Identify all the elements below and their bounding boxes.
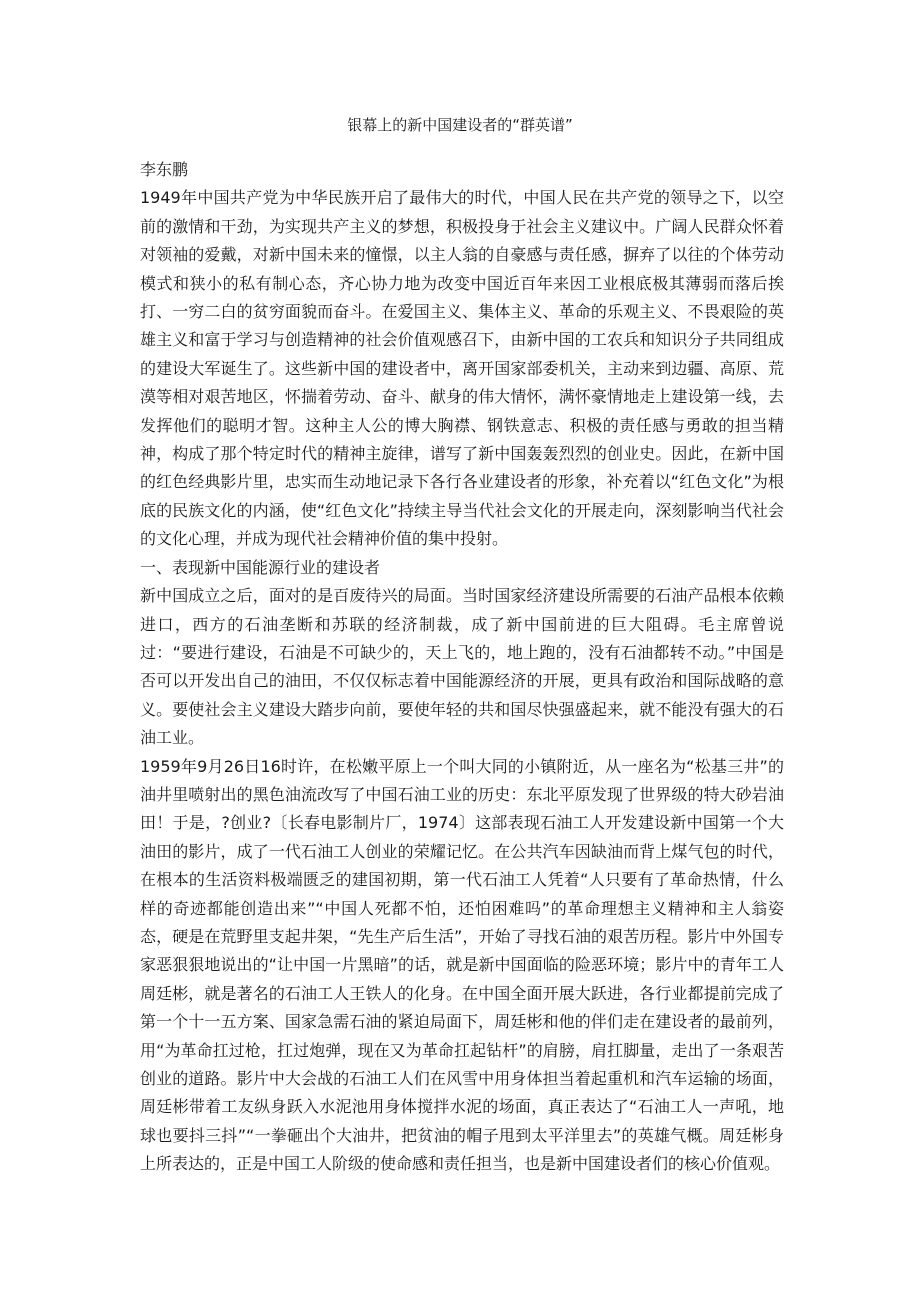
section-heading: 一、表现新中国能源行业的建设者 <box>140 557 381 577</box>
section-paragraph: 新中国成立之后，面对的是百废待兴的局面。当时国家经济建设所需要的石油产品根本依赖进口，西方的石油垄断和苏联的经济制裁，成了新中国前进的巨大阻碍。毛主席曾说过：“要进行建设，石油是不可缺少的，天上飞的，地上跑的，没有石油都转不动。”中国是否可以开发出自己的油田，不仅仅标志着中国能源经济的开展，更具有政治和国际战略的意义。要使社会主义建设大踏步向前，要使年轻的共和国尽快强盛起来，就不能没有强大的石油工业。 <box>140 586 784 748</box>
document-body <box>140 156 784 1179</box>
document-title: 银幕上的新中国建设者的“群英谱” <box>347 116 573 134</box>
section-paragraph: 1959年9月26日16时许，在松嫩平原上一个叫大同的小镇附近，从一座名为“松基三井”的油井里喷射出的黑色油流改写了中国石油工业的历史：东北平原发现了世界级的特大砂岩油田！于是，?创业?〔长春电影制片厂，1974〕这部表现石油工人开发建设新中国第一个大油田的影片，成了一代石油工人创业的荣耀记忆。在公共汽车因缺油而背上煤气包的时代，在根本的生活资料极端匮乏的建国初期，第一代石油工人凭着“人只要有了革命热情，什么样的奇迹都能创造出来”“中国人死都不怕，还怕困难吗”的革命理想主义精神和主人翁姿态，硬是在荒野里支起井架，“先生产后生活”，开始了寻找石油的艰苦历程。影片中外国专家恶狠狠地说出的“让中国一片黑暗”的话，就是新中国面临的险恶环境；影片中的青年工人周廷彬，就是著名的石油工人王铁人的化身。在中国全面开展大跃进，各行业都提前完成了第一个十一五方案、国家急需石油的紧迫局面下，周廷彬和他的伴们走在建设者的最前列，用“为革命扛过枪，扛过炮弹，现在又为革命扛起钻杆”的肩膀，肩扛脚量，走出了一条艰苦创业的道路。影片中大会战的石油工人们在风雪中用身体担当着起重机和汽车运输的场面，周廷彬带着工友纵身跃入水泥池用身体搅拌水泥的场面，真正表达了“石油工人一声吼，地球也要抖三抖”“一拳砸出个大油井，把贫油的帽子甩到太平洋里去”的英雄气概。周廷彬身上所表达的，正是中国工人阶级的使命感和责任担当，也是新中国建设者们的核心价值观。 <box>140 756 784 1174</box>
author-name: 李东鹏 <box>140 160 189 179</box>
intro-paragraph: 1949年中国共产党为中华民族开启了最伟大的时代，中国人民在共产党的领导之下，以空前的激情和干劲，为实现共产主义的梦想，积极投身于社会主义建议中。广阔人民群众怀着对领袖的爱戴，对新中国未来的憧憬，以主人翁的自豪感与责任感，摒弃了以往的个体劳动模式和狭小的私有制心态，齐心协力地为改变中国近百年来因工业根底极其薄弱而落后挨打、一穷二白的贫穷面貌而奋斗。在爱国主义、集体主义、革命的乐观主义、不畏艰险的英雄主义和富于学习与创造精神的社会价值观感召下，由新中国的工农兵和知识分子共同组成的建设大军诞生了。这些新中国的建设者中，离开国家部委机关，主动来到边疆、高原、荒漠等相对艰苦地区，怀揣着劳动、奋斗、献身的伟大情怀，满怀豪情地走上建设第一线，去发挥他们的聪明才智。这种主人公的博大胸襟、钢铁意志、积极的责任感与勇敢的担当精神，构成了那个特定时代的精神主旋律，谱写了新中国轰轰烈烈的创业史。因此，在新中国的红色经典影片里，忠实而生动地记录下各行各业建设者的形象，补充着以“红色文化”为根底的民族文化的内涵，使“红色文化”持续主导当代社会文化的开展走向，深刻影响当代社会的文化心理，并成为现代社会精神价值的集中投射。 <box>140 188 784 549</box>
